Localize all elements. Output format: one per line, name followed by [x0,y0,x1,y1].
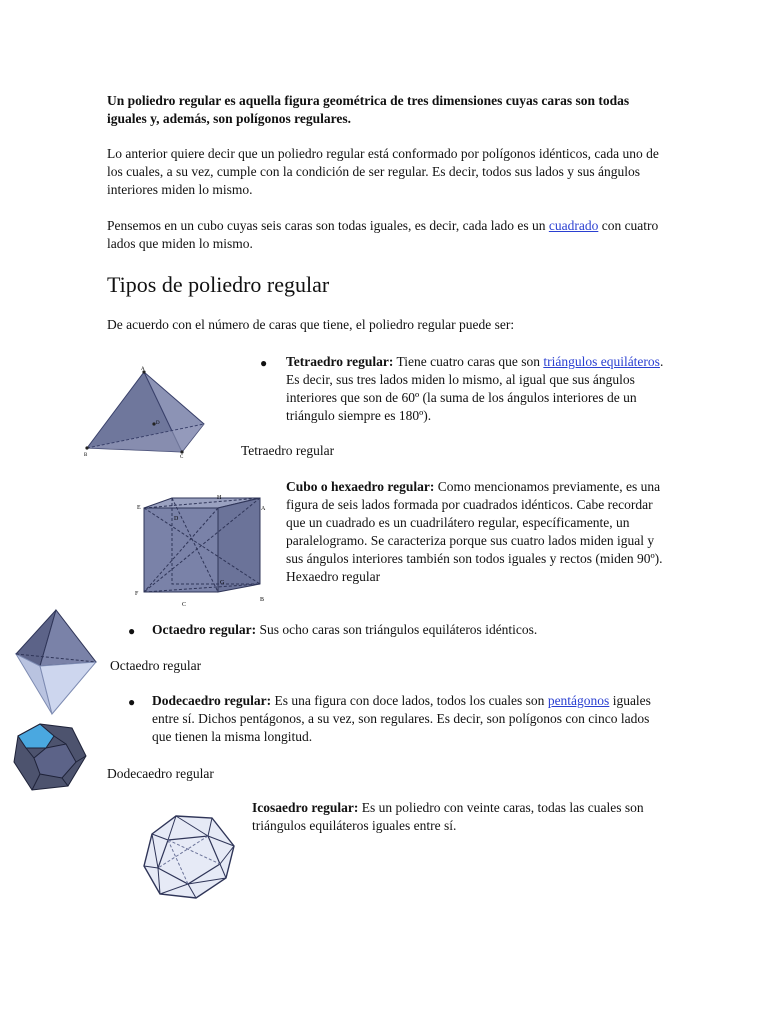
dode-after: iguales entre sí. Dichos pentágonos, a su vez, son regulares. Es decir, son polígonos con cinco lados que tienen la misma longitud. [152,693,651,744]
tetraedro-description [286,353,666,425]
icosahedron-image [140,814,238,900]
hexaedro-title: Cubo o hexaedro regular: [286,479,435,494]
cube-label-h: H [217,495,222,501]
icosaedro-description [252,799,652,835]
octaedro-description [152,621,672,639]
link-triangulos-equilateros[interactable]: triángulos equiláteros [543,354,660,369]
bullet-dode: ● [128,695,136,709]
tetra-label-a: A [141,367,145,372]
dode-before: Es una figura con doce lados, todos los cuales son [271,693,548,708]
tetra-label-d: D [156,421,160,426]
link-cuadrado[interactable]: cuadrado [548,218,599,233]
bullet-octa: ● [128,624,136,638]
icosaedro-text: Es un poliedro con veinte caras, todas las cuales son triángulos equiláteros iguales entre sí. [252,800,644,833]
hexaedro-text: Como mencionamos previamente, es una figura de seis lados formada por cuadrados idénticos. Cabe recordar que un cuadrado es un cuadrilátero regular, específicamente, un paralelogramo. Se caracteriza porque sus cuatro lados miden igual y sus ángulos interiores también son todos iguales y rectos (miden 90º). [286,479,663,566]
paragraph-definition: Lo anterior quiere decir que un poliedro regular está conformado por polígonos idénticos, cada uno de los cuales, a su vez, cumple con la condición de ser regular. Es decir, todos sus lados y sus ángulos interiores miden lo mismo. [107,146,659,197]
paragraph-cube-example [107,217,667,253]
tetra-label-c: C [180,455,184,460]
intro-paragraph: Un poliedro regular es aquella figura geométrica de tres dimensiones cuyas caras son todas iguales y, además, son polígonos regulares. [107,93,630,126]
hexaedro-description [286,478,666,586]
octahedron-image [12,608,100,718]
section-heading: Tipos de poliedro regular [107,272,330,297]
cube-label-d: D [174,516,179,522]
tetraedro-caption: Tetraedro regular [241,443,335,458]
dodecahedron-image [10,722,90,794]
dodecaedro-caption: Dodecaedro regular [107,766,214,781]
cube-label-a: A [261,506,266,512]
octaedro-caption: Octaedro regular [110,658,202,673]
para2-after: con cuatro lados que miden lo mismo. [107,218,659,251]
dodecaedro-description [152,692,672,746]
cube-image [132,492,272,610]
para2-before: Pensemos en un cubo cuyas seis caras son todas iguales, es decir, cada lado es un [107,218,549,233]
tetrahedron-image [82,366,232,458]
cube-label-e: E [137,505,141,511]
cube-label-g: G [220,580,225,586]
tetraedro-title: Tetraedro regular: [286,354,394,369]
tetra-before: Tiene cuatro caras que son [393,354,544,369]
cube-label-c: C [182,602,187,608]
paragraph-types-intro: De acuerdo con el número de caras que tiene, el poliedro regular puede ser: [107,317,515,332]
link-pentagonos[interactable]: pentágonos [547,693,610,708]
octaedro-text: Sus ocho caras son triángulos equiláteros idénticos. [256,622,538,637]
tetra-after: . Es decir, sus tres lados miden lo mismo, al igual que sus ángulos interiores que son de 60º (la suma de los ángulos interiores de un triángulo siempre es 180º). [286,354,664,423]
tetra-label-b: B [84,453,88,458]
icosaedro-title: Icosaedro regular: [252,800,359,815]
dodecaedro-title: Dodecaedro regular: [152,693,272,708]
bullet-tetra: ● [260,356,268,370]
cube-label-f: F [135,591,139,597]
cube-label-b: B [260,597,265,603]
hexaedro-caption: Hexaedro regular [286,569,381,584]
octaedro-title: Octaedro regular: [152,622,257,637]
